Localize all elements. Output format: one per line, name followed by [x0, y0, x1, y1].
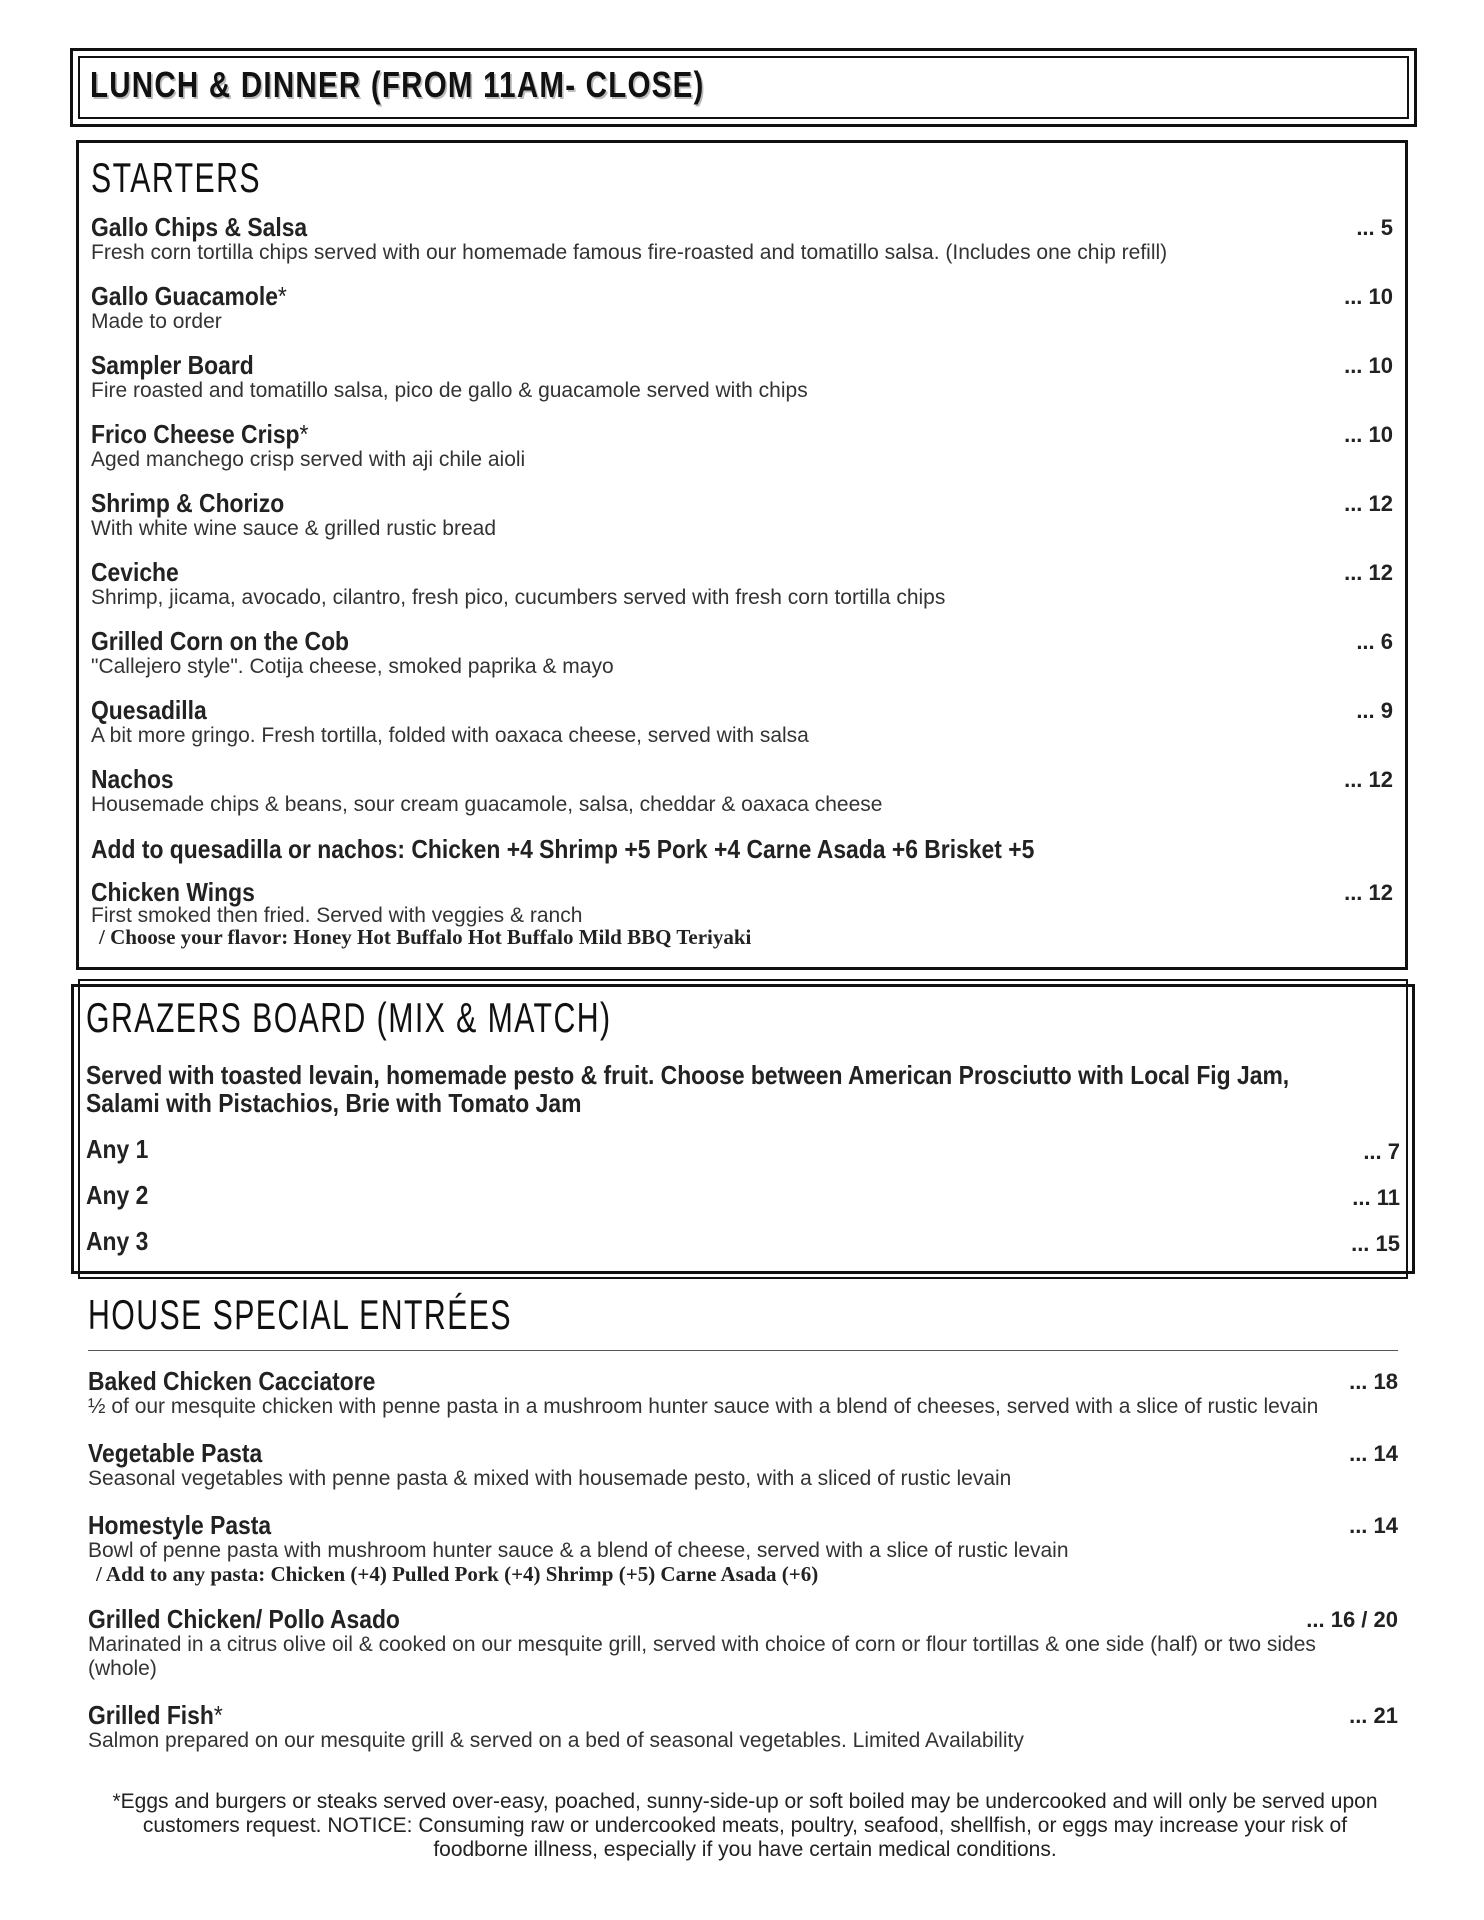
- item-price: ... 12: [1344, 767, 1393, 792]
- item-asterisk: *: [213, 1700, 223, 1730]
- item-name-text: Nachos: [91, 764, 174, 794]
- grazers-description: Served with toasted levain, homemade pesto & fruit. Choose between American Prosciutto with Local Fig Jam, Salami with Pistachios, Brie with Tomato Jam: [86, 1060, 1290, 1118]
- menu-item: [91, 420, 1393, 472]
- item-name-text: Grilled Corn on the Cob: [91, 626, 350, 656]
- item-name-text: Grilled Fish: [88, 1700, 214, 1730]
- menu-item: [91, 765, 1393, 817]
- item-name-text: Homestyle Pasta: [88, 1510, 272, 1540]
- item-price: ... 21: [1349, 1703, 1398, 1728]
- item-name: [91, 282, 287, 310]
- item-price: ... 12: [1344, 880, 1393, 905]
- item-name: [88, 1605, 400, 1633]
- item-price: ... 6: [1356, 629, 1393, 654]
- item-name: [91, 765, 174, 793]
- item-name-text: Quesadilla: [91, 695, 207, 725]
- menu-item: [91, 489, 1393, 541]
- item-price: ... 16 / 20: [1306, 1607, 1398, 1632]
- menu-title-inner-frame: [78, 56, 1409, 119]
- item-asterisk: *: [277, 281, 287, 311]
- grazer-option: [86, 1129, 1400, 1175]
- option-name: Any 1: [86, 1134, 149, 1164]
- item-price: ... 18: [1349, 1369, 1398, 1394]
- item-name-text: Vegetable Pasta: [88, 1438, 263, 1468]
- item-description: Shrimp, jicama, avocado, cilantro, fresh pico, cucumbers served with fresh corn tortilla chips: [91, 586, 946, 609]
- menu-item: [88, 1605, 1398, 1681]
- option-price: ... 11: [1352, 1185, 1400, 1210]
- item-name-text: Sampler Board: [91, 350, 254, 380]
- item-name-text: Baked Chicken Cacciatore: [88, 1366, 376, 1396]
- starters-heading: STARTERS: [91, 154, 262, 201]
- option-name: Any 2: [86, 1180, 149, 1210]
- menu-item: [91, 351, 1393, 403]
- item-description: A bit more gringo. Fresh tortilla, folded with oaxaca cheese, served with salsa: [91, 724, 809, 747]
- item-name: Chicken Wings: [91, 877, 255, 907]
- option-price: ... 15: [1351, 1231, 1400, 1256]
- item-name-text: Gallo Chips & Salsa: [91, 212, 308, 242]
- item-name-text: Frico Cheese Crisp: [91, 419, 300, 449]
- heading-divider: [88, 1350, 1398, 1351]
- item-name: [88, 1439, 262, 1467]
- menu-item: [91, 282, 1393, 334]
- item-price: ... 14: [1349, 1441, 1398, 1466]
- house-list: [88, 1367, 1398, 1753]
- house-specials-section: [88, 1290, 1398, 1773]
- starters-list: [91, 213, 1393, 817]
- grazers-options: [86, 1129, 1400, 1267]
- item-name: [91, 696, 207, 724]
- grazer-option: [86, 1175, 1400, 1221]
- menu-item: [88, 1367, 1398, 1419]
- item-description: Housemade chips & beans, sour cream guacamole, salsa, cheddar & oaxaca cheese: [91, 793, 883, 816]
- option-price: ... 7: [1363, 1139, 1400, 1164]
- item-name-text: Gallo Guacamole: [91, 281, 278, 311]
- item-price: ... 10: [1344, 422, 1393, 447]
- item-asterisk: *: [299, 419, 309, 449]
- item-name-text: Shrimp & Chorizo: [91, 488, 285, 518]
- menu-title-frame: [70, 48, 1417, 127]
- menu-item: [91, 213, 1393, 265]
- item-description: Seasonal vegetables with penne pasta & mixed with housemade pesto, with a sliced of rustic levain: [88, 1467, 1012, 1490]
- house-heading: HOUSE SPECIAL ENTRÉES: [88, 1291, 513, 1338]
- menu-item: [91, 558, 1393, 610]
- item-price: ... 14: [1349, 1513, 1398, 1538]
- addon-note: Add to quesadilla or nachos: Chicken +4 Shrimp +5 Pork +4 Carne Asada +6 Brisket +5: [91, 834, 1035, 864]
- item-description: "Callejero style". Cotija cheese, smoked paprika & mayo: [91, 655, 614, 678]
- item-name: [91, 420, 308, 448]
- item-description: Made to order: [91, 310, 222, 333]
- item-name-text: Grilled Chicken/ Pollo Asado: [88, 1604, 400, 1634]
- item-name: [91, 351, 254, 379]
- item-name: [91, 558, 179, 586]
- item-description: Bowl of penne pasta with mushroom hunter sauce & a blend of cheese, served with a slice of rustic levain: [88, 1539, 1069, 1562]
- item-price: ... 10: [1344, 284, 1393, 309]
- starters-section: [76, 140, 1408, 970]
- item-price: ... 5: [1356, 215, 1393, 240]
- item-price: ... 10: [1344, 353, 1393, 378]
- menu-item: [88, 1511, 1398, 1585]
- item-description: Salmon prepared on our mesquite grill & served on a bed of seasonal vegetables. Limited Availability: [88, 1729, 1024, 1752]
- menu-item-chicken-wings: [91, 878, 1393, 948]
- item-price: ... 9: [1356, 698, 1393, 723]
- item-name: [88, 1511, 271, 1539]
- grazer-option: [86, 1221, 1400, 1267]
- item-name-text: Ceviche: [91, 557, 179, 587]
- item-name: [88, 1701, 223, 1729]
- menu-item: [88, 1701, 1398, 1753]
- grazers-section: [71, 984, 1415, 1274]
- grazers-heading: GRAZERS BOARD (MIX & MATCH): [86, 994, 612, 1041]
- item-price: ... 12: [1344, 560, 1393, 585]
- menu-item: [91, 696, 1393, 748]
- menu-item: [88, 1439, 1398, 1491]
- item-note: / Add to any pasta: Chicken (+4) Pulled Pork (+4) Shrimp (+5) Carne Asada (+6): [96, 1562, 819, 1586]
- item-note: / Choose your flavor: Honey Hot Buffalo Hot Buffalo Mild BBQ Teriyaki: [99, 925, 752, 949]
- item-name: [91, 627, 349, 655]
- item-description: First smoked then fried. Served with veggies & ranch: [91, 904, 583, 927]
- menu-title: LUNCH & DINNER (FROM 11AM- CLOSE): [90, 64, 705, 105]
- item-description: With white wine sauce & grilled rustic bread: [91, 517, 497, 540]
- item-description: ½ of our mesquite chicken with penne pasta in a mushroom hunter sauce with a blend of cheeses, served with a slice of rustic levain: [88, 1395, 1319, 1418]
- disclaimer: *Eggs and burgers or steaks served over-easy, poached, sunny-side-up or soft boiled may be undercooked and will only be served upon customers request. NOTICE: Consuming raw or undercooked meats, poultry, seafood, shellfish, or eggs may increase your risk of foodborne illness, especially if you have certain medical conditions.: [112, 1790, 1378, 1861]
- item-name: [88, 1367, 375, 1395]
- item-name: [91, 489, 284, 517]
- menu-item: [91, 627, 1393, 679]
- item-price: ... 12: [1344, 491, 1393, 516]
- item-description: Aged manchego crisp served with aji chile aioli: [91, 448, 526, 471]
- option-name: Any 3: [86, 1226, 149, 1256]
- item-description: Fire roasted and tomatillo salsa, pico de gallo & guacamole served with chips: [91, 379, 808, 402]
- item-name: [91, 213, 307, 241]
- item-description: Marinated in a citrus olive oil & cooked on our mesquite grill, served with choice of corn or flour tortillas & one side (half) or two sides (whole): [88, 1633, 1316, 1680]
- item-description: Fresh corn tortilla chips served with our homemade famous fire-roasted and tomatillo salsa. (Includes one chip refill): [91, 241, 1168, 264]
